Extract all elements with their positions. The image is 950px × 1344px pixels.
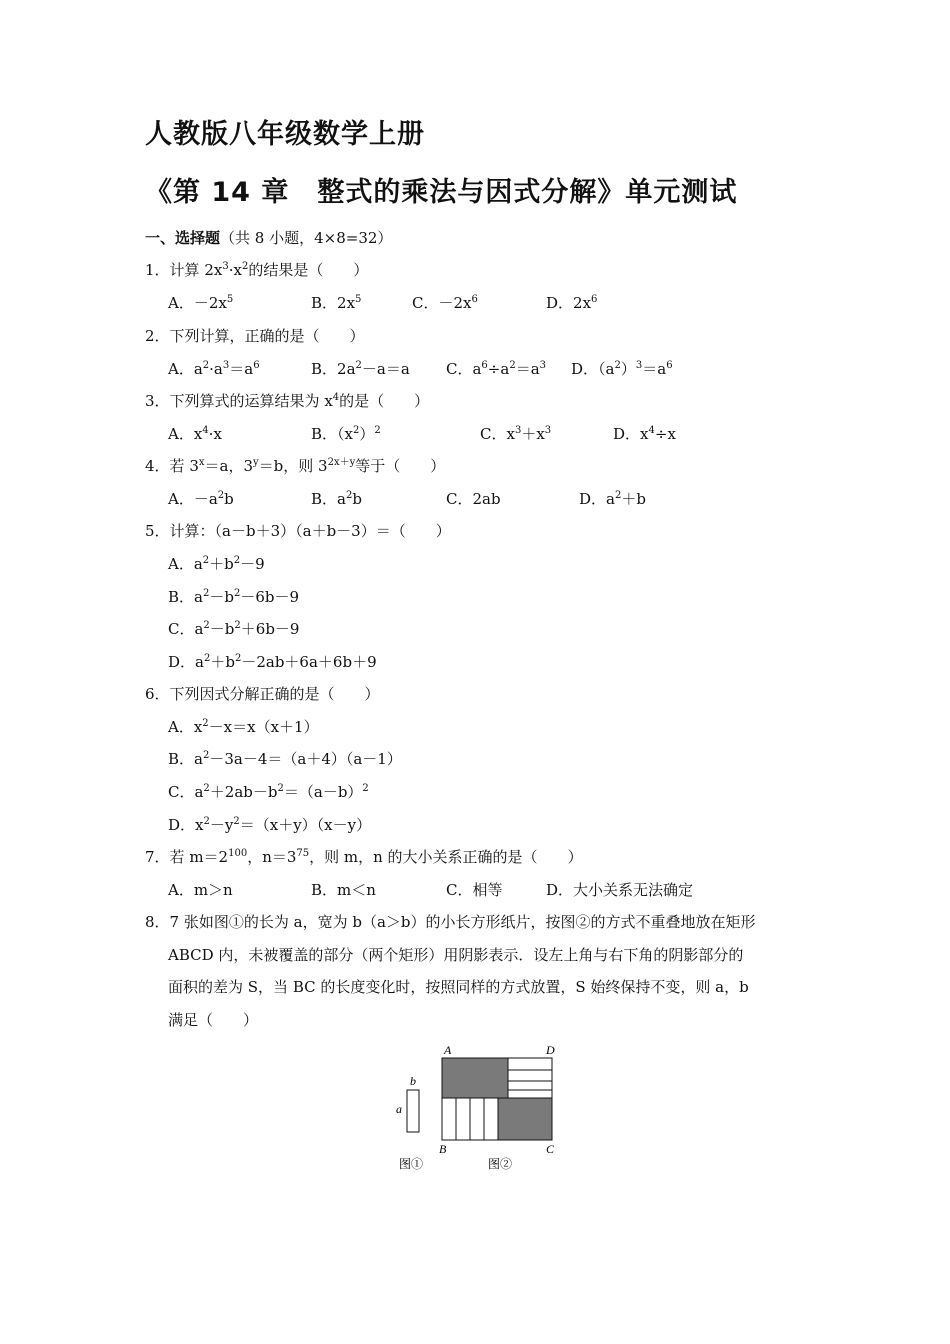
vertex-c: C bbox=[546, 1142, 555, 1156]
small-rectangle bbox=[407, 1090, 419, 1132]
vertex-b: B bbox=[439, 1142, 447, 1156]
option-d: D．$a^2+b^2-2ab+6a+6b+9$ bbox=[168, 653, 377, 671]
option-a: A．$x^2-x=x(x+1)$ bbox=[168, 718, 319, 736]
title-line1: 人教版八年级数学上册 bbox=[145, 119, 425, 150]
exponent: 3 bbox=[222, 261, 229, 272]
label-a: a bbox=[396, 1102, 402, 1116]
option-c: C．$a^2+2ab-b^2=(a-b)^2$ bbox=[168, 783, 369, 801]
question-text: 的结果是（ ） bbox=[248, 261, 369, 279]
option-d: D．$a^2+b$ bbox=[579, 490, 646, 508]
question-1 bbox=[145, 260, 368, 280]
option-a: A．$x^4\cdot x$ bbox=[168, 425, 222, 443]
option-d: D．$x^2-y^2=(x+y)(x-y)$ bbox=[168, 816, 372, 834]
option-b: B．$(x^2)^2$ bbox=[311, 425, 381, 443]
option-a: A．$a^2\cdot a^3=a^6$ bbox=[168, 360, 260, 378]
title-line2: 《第 14 章 整式的乘法与因式分解》单元测试 bbox=[145, 177, 738, 208]
question-text: ·x bbox=[228, 261, 242, 279]
section-name: 一、选择题 bbox=[145, 229, 221, 247]
section-note: （共 8 小题，4×8=32） bbox=[220, 229, 393, 247]
label-b: b bbox=[410, 1074, 416, 1088]
question-8-line4: 满足（ ） bbox=[168, 1011, 259, 1029]
option-c: C．$x^3+x^3$ bbox=[480, 425, 552, 443]
caption-figure-2: 图② bbox=[488, 1157, 513, 1171]
option-d: D．$x^4\div x$ bbox=[613, 425, 676, 443]
question-8: 8．7 张如图①的长为 a，宽为 b（a＞b）的小长方形纸片，按图②的方式不重叠地放在矩形 bbox=[145, 913, 756, 931]
option-b: B．$a^2-3a-4=(a+4)(a-1)$ bbox=[168, 750, 402, 768]
question-5: 5．计算：（a－b＋3）（a＋b－3）＝（ ） bbox=[145, 522, 451, 540]
option-b: B．$a^2b$ bbox=[311, 490, 362, 508]
shaded-top-left bbox=[442, 1058, 508, 1098]
option-d: D．大小关系无法确定 bbox=[546, 881, 694, 899]
option-c: C．$a^6\div a^2=a^3$ bbox=[446, 360, 547, 378]
vertex-a: A bbox=[444, 1043, 452, 1057]
question-8-line3: 面积的差为 S，当 BC 的长度变化时，按照同样的方式放置，S 始终保持不变，则 a，b bbox=[168, 978, 749, 996]
option-b: B．$2x^5$ bbox=[311, 294, 362, 312]
caption-figure-1: 图① bbox=[399, 1157, 424, 1171]
option-b: B．$2a^2-a=a$ bbox=[311, 360, 410, 378]
rectangle-figure bbox=[390, 1040, 570, 1180]
option-a: A．m＞n bbox=[168, 881, 233, 899]
vertex-d: D bbox=[546, 1043, 555, 1057]
question-6: 6．下列因式分解正确的是（ ） bbox=[145, 685, 380, 703]
question-8-line2: ABCD 内，未被覆盖的部分（两个矩形）用阴影表示．设左上角与右下角的阴影部分的 bbox=[168, 946, 744, 964]
question-text: 计算 2x bbox=[169, 261, 223, 279]
option-c: C．$-2x^6$ bbox=[412, 294, 478, 312]
option-a: A．$-a^2b$ bbox=[168, 490, 234, 508]
shaded-bottom-right bbox=[498, 1098, 552, 1140]
option-a: A．$a^2+b^2-9$ bbox=[168, 555, 265, 573]
option-c: C．$a^2-b^2+6b-9$ bbox=[168, 620, 300, 638]
option-b: B．$a^2-b^2-6b-9$ bbox=[168, 588, 300, 606]
section-heading bbox=[145, 228, 392, 248]
question-3: 3．下列算式的运算结果为 $x^4$的是（ ） bbox=[145, 392, 430, 410]
question-4: 4．若 $3^x=a$，$3^y=b$，则 $3^{2x+y}$等于（ ） bbox=[145, 457, 446, 475]
exponent: 2 bbox=[241, 261, 249, 272]
option-d: D．$(a^2)^3=a^6$ bbox=[571, 360, 673, 378]
option-a: A．$-2x^5$ bbox=[168, 294, 234, 312]
option-c: C．相等 bbox=[446, 881, 503, 899]
question-2: 2．下列计算，正确的是（ ） bbox=[145, 327, 365, 345]
option-d: D．$2x^6$ bbox=[546, 294, 598, 312]
option-b: B．m＜n bbox=[311, 881, 376, 899]
question-number: 1． bbox=[145, 261, 170, 279]
question-7: 7．若 $m=2^{100}$，$n=3^{75}$，则 m，n 的大小关系正确的是（ ） bbox=[145, 848, 583, 866]
option-c: C．2ab bbox=[446, 490, 501, 508]
